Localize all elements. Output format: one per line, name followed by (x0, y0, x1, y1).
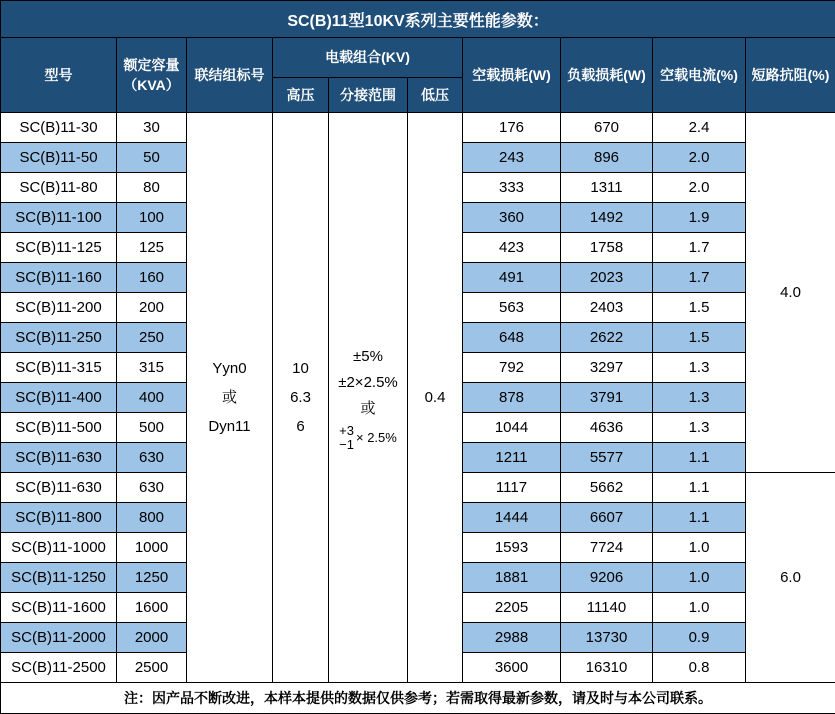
model-cell: SC(B)11-200 (1, 293, 117, 323)
kva-cell: 50 (117, 143, 187, 173)
no-load-current-cell: 0.8 (653, 653, 746, 683)
model-cell: SC(B)11-630 (1, 443, 117, 473)
col-header-capacity-line1: 额定容量 (117, 55, 186, 75)
no-load-loss-cell: 648 (463, 323, 561, 353)
connection-line: 或 (187, 383, 272, 412)
col-header-load-combo: 电载组合(KV) (273, 38, 463, 78)
kva-cell: 200 (117, 293, 187, 323)
no-load-current-cell: 1.5 (653, 323, 746, 353)
tap-stack-suffix: × 2.5% (356, 431, 397, 445)
no-load-loss-cell: 2988 (463, 623, 561, 653)
hv-line: 6.3 (273, 383, 328, 412)
load-loss-cell: 7724 (561, 533, 653, 563)
model-cell: SC(B)11-2000 (1, 623, 117, 653)
impedance-cell: 6.0 (746, 473, 835, 683)
model-cell: SC(B)11-500 (1, 413, 117, 443)
no-load-loss-cell: 1117 (463, 473, 561, 503)
model-cell: SC(B)11-160 (1, 263, 117, 293)
kva-cell: 160 (117, 263, 187, 293)
lv-cell: 0.4 (408, 113, 463, 683)
model-cell: SC(B)11-400 (1, 383, 117, 413)
no-load-loss-cell: 792 (463, 353, 561, 383)
model-cell: SC(B)11-125 (1, 233, 117, 263)
load-loss-cell: 1311 (561, 173, 653, 203)
no-load-current-cell: 1.1 (653, 473, 746, 503)
hv-line: 6 (273, 412, 328, 441)
no-load-loss-cell: 878 (463, 383, 561, 413)
tap-stack-top: +3 (339, 424, 354, 438)
no-load-loss-cell: 1881 (463, 563, 561, 593)
col-header-connection: 联结组标号 (187, 38, 273, 113)
hv-line: 10 (273, 354, 328, 383)
tap-stack-values (339, 424, 354, 451)
col-header-capacity (117, 38, 187, 113)
model-cell: SC(B)11-80 (1, 173, 117, 203)
tap-line: ±5% (329, 344, 407, 370)
load-loss-cell: 2622 (561, 323, 653, 353)
no-load-current-cell: 1.0 (653, 563, 746, 593)
model-cell: SC(B)11-2500 (1, 653, 117, 683)
tap-stack-notation (329, 424, 407, 451)
no-load-loss-cell: 1211 (463, 443, 561, 473)
no-load-loss-cell: 1593 (463, 533, 561, 563)
kva-cell: 30 (117, 113, 187, 143)
footer-row (1, 683, 835, 714)
no-load-current-cell: 1.0 (653, 593, 746, 623)
kva-cell: 2000 (117, 623, 187, 653)
model-cell: SC(B)11-1000 (1, 533, 117, 563)
load-loss-cell: 11140 (561, 593, 653, 623)
no-load-loss-cell: 563 (463, 293, 561, 323)
model-cell: SC(B)11-315 (1, 353, 117, 383)
title-row (1, 1, 835, 38)
kva-cell: 1250 (117, 563, 187, 593)
model-cell: SC(B)11-630 (1, 473, 117, 503)
load-loss-cell: 1492 (561, 203, 653, 233)
kva-cell: 100 (117, 203, 187, 233)
no-load-loss-cell: 2205 (463, 593, 561, 623)
col-header-model: 型号 (1, 38, 117, 113)
load-loss-cell: 2403 (561, 293, 653, 323)
table-row (1, 113, 835, 143)
no-load-current-cell: 1.3 (653, 383, 746, 413)
load-loss-cell: 4636 (561, 413, 653, 443)
no-load-loss-cell: 1444 (463, 503, 561, 533)
tap-range-cell (329, 113, 408, 683)
col-header-no-load-loss: 空载损耗(W) (463, 38, 561, 113)
connection-line: Yyn0 (187, 354, 272, 383)
no-load-current-cell: 1.3 (653, 353, 746, 383)
col-header-impedance: 短路抗阻(%) (746, 38, 835, 113)
no-load-current-cell: 1.1 (653, 503, 746, 533)
model-cell: SC(B)11-100 (1, 203, 117, 233)
kva-cell: 80 (117, 173, 187, 203)
connection-line: Dyn11 (187, 412, 272, 441)
kva-cell: 1600 (117, 593, 187, 623)
col-header-no-load-current: 空载电流(%) (653, 38, 746, 113)
load-loss-cell: 3791 (561, 383, 653, 413)
no-load-loss-cell: 423 (463, 233, 561, 263)
no-load-loss-cell: 176 (463, 113, 561, 143)
page-title: SC(B)11型10KV系列主要性能参数： (1, 1, 835, 38)
footer-note: 注：因产品不断改进，本样本提供的数据仅供参考；若需取得最新参数，请及时与本公司联系。 (1, 683, 835, 714)
model-cell: SC(B)11-800 (1, 503, 117, 533)
no-load-current-cell: 1.9 (653, 203, 746, 233)
kva-cell: 800 (117, 503, 187, 533)
col-header-load-loss: 负载损耗(W) (561, 38, 653, 113)
no-load-current-cell: 1.1 (653, 443, 746, 473)
no-load-loss-cell: 243 (463, 143, 561, 173)
col-header-hv: 高压 (273, 78, 329, 113)
load-loss-cell: 5662 (561, 473, 653, 503)
load-loss-cell: 6607 (561, 503, 653, 533)
kva-cell: 125 (117, 233, 187, 263)
col-header-lv: 低压 (408, 78, 463, 113)
no-load-loss-cell: 360 (463, 203, 561, 233)
no-load-loss-cell: 1044 (463, 413, 561, 443)
model-cell: SC(B)11-1250 (1, 563, 117, 593)
header-row-1 (1, 38, 835, 78)
kva-cell: 250 (117, 323, 187, 353)
col-header-capacity-line2: （KVA） (117, 75, 186, 95)
kva-cell: 2500 (117, 653, 187, 683)
tap-line: ±2×2.5% (329, 370, 407, 396)
kva-cell: 315 (117, 353, 187, 383)
model-cell: SC(B)11-50 (1, 143, 117, 173)
no-load-current-cell: 2.0 (653, 143, 746, 173)
kva-cell: 400 (117, 383, 187, 413)
hv-cell (273, 113, 329, 683)
no-load-current-cell: 2.4 (653, 113, 746, 143)
load-loss-cell: 5577 (561, 443, 653, 473)
load-loss-cell: 2023 (561, 263, 653, 293)
no-load-loss-cell: 491 (463, 263, 561, 293)
no-load-current-cell: 1.7 (653, 233, 746, 263)
load-loss-cell: 1758 (561, 233, 653, 263)
model-cell: SC(B)11-30 (1, 113, 117, 143)
kva-cell: 630 (117, 443, 187, 473)
kva-cell: 630 (117, 473, 187, 503)
kva-cell: 1000 (117, 533, 187, 563)
tap-line: 或 (329, 396, 407, 422)
load-loss-cell: 13730 (561, 623, 653, 653)
no-load-current-cell: 0.9 (653, 623, 746, 653)
table-body (1, 113, 835, 683)
load-loss-cell: 3297 (561, 353, 653, 383)
no-load-current-cell: 1.0 (653, 533, 746, 563)
no-load-current-cell: 1.7 (653, 263, 746, 293)
no-load-loss-cell: 3600 (463, 653, 561, 683)
col-header-tap-range: 分接范围 (329, 78, 408, 113)
no-load-current-cell: 1.5 (653, 293, 746, 323)
load-loss-cell: 896 (561, 143, 653, 173)
load-loss-cell: 670 (561, 113, 653, 143)
load-loss-cell: 16310 (561, 653, 653, 683)
tap-stack-bottom: −1 (339, 438, 354, 452)
kva-cell: 500 (117, 413, 187, 443)
no-load-current-cell: 2.0 (653, 173, 746, 203)
load-loss-cell: 9206 (561, 563, 653, 593)
connection-cell (187, 113, 273, 683)
no-load-loss-cell: 333 (463, 173, 561, 203)
impedance-cell: 4.0 (746, 113, 835, 473)
no-load-current-cell: 1.3 (653, 413, 746, 443)
model-cell: SC(B)11-250 (1, 323, 117, 353)
tap-lines (329, 344, 407, 451)
model-cell: SC(B)11-1600 (1, 593, 117, 623)
